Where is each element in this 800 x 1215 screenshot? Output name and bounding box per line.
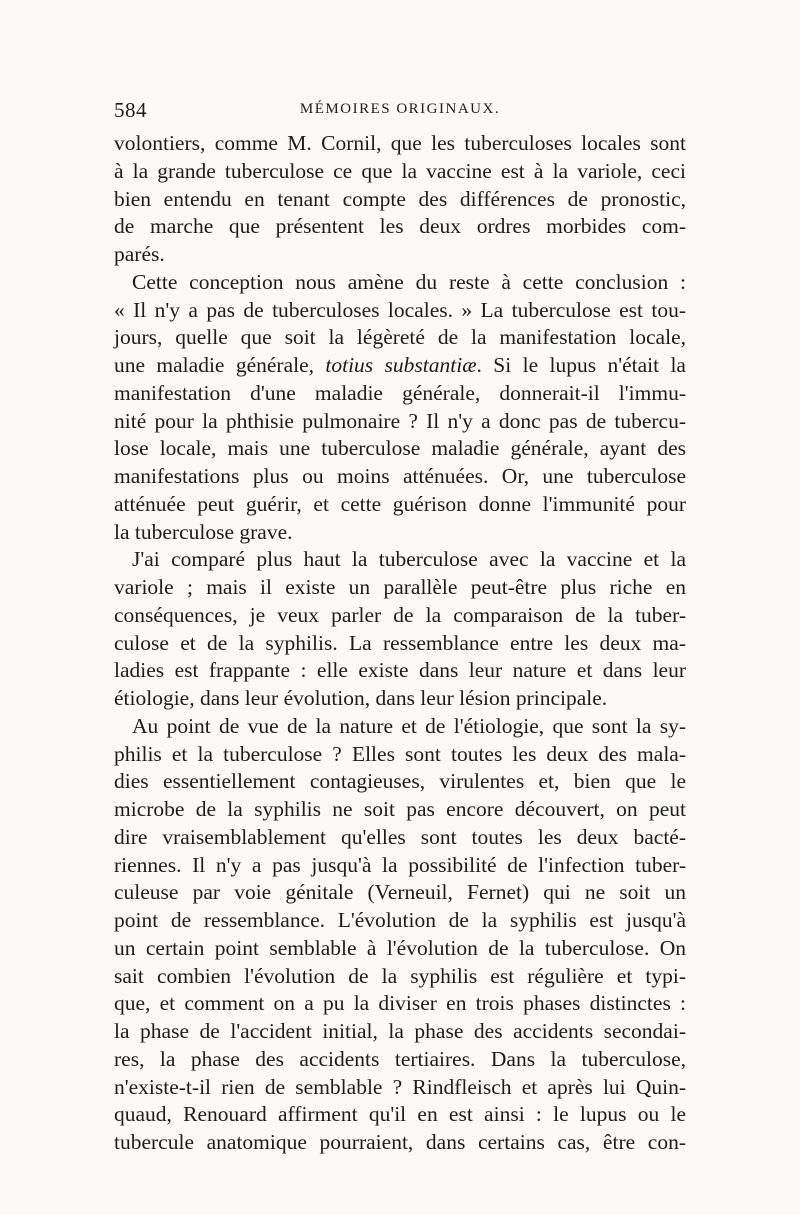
text-segment: une maladie générale, xyxy=(114,353,326,377)
text-line: tubercule anatomique pourraient, dans certains cas, être con- xyxy=(114,1130,686,1154)
text-line: sait combien l'évolution de la syphilis est régulière et typi- xyxy=(114,963,686,988)
text-line: dies essentiellement contagieuses, virulentes et, bien que le xyxy=(114,769,686,794)
page-header xyxy=(114,98,686,126)
text-line: « Il n'y a pas de tuberculoses locales. » La tuberculose est tou- xyxy=(114,297,686,322)
text-line: ladies est frappante : elle existe dans leur nature et dans leur xyxy=(114,658,686,683)
text-line: de marche que présentent les deux ordres morbides com- xyxy=(114,214,686,239)
text-line: lose locale, mais une tuberculose maladie générale, ayant des xyxy=(114,436,686,461)
text-line: riennes. Il n'y a pas jusqu'à la possibilité de l'infection tuber- xyxy=(114,852,686,877)
text-line: volontiers, comme M. Cornil, que les tuberculoses locales sont xyxy=(114,131,686,155)
text-segment: . Si le lupus n'était la xyxy=(476,353,686,377)
text-line: nité pour la phthisie pulmonaire ? Il n'y a donc pas de tubercu- xyxy=(114,408,686,433)
running-head: MÉMOIRES ORIGINAUX. xyxy=(299,101,501,117)
text-line: la tuberculose grave. xyxy=(114,519,293,544)
text-line: culose et de la syphilis. La ressemblance entre les deux ma- xyxy=(114,630,686,655)
text-line: J'ai comparé plus haut la tuberculose avec la vaccine et la xyxy=(132,547,686,572)
text-line xyxy=(114,352,686,380)
text-line: manifestation d'une maladie générale, donnerait-il l'immu- xyxy=(114,380,686,405)
text-line: conséquences, je veux parler de la comparaison de la tuber- xyxy=(114,602,686,627)
text-line: quaud, Renouard affirment qu'il en est ainsi : le lupus ou le xyxy=(114,1102,686,1127)
text-line: Cette conception nous amène du reste à cette conclusion : xyxy=(132,269,686,294)
italic-phrase: totius substantiæ xyxy=(325,353,477,377)
text-line: culeuse par voie génitale (Verneuil, Fernet) qui ne soit un xyxy=(114,880,686,905)
text-line: manifestations plus ou moins atténuées. Or, une tuberculose xyxy=(114,464,686,488)
text-line: variole ; mais il existe un parallèle peut-être plus riche en xyxy=(114,575,686,599)
text-line: jours, quelle que soit la légèreté de la manifestation locale, xyxy=(114,325,686,350)
text-line: la phase de l'accident initial, la phase des accidents secondai- xyxy=(114,1019,686,1043)
text-line: n'existe-t-il rien de semblable ? Rindfleisch et après lui Quin- xyxy=(114,1074,686,1099)
body-text xyxy=(114,130,686,1157)
text-line: microbe de la syphilis ne soit pas encore découvert, on peut xyxy=(114,797,686,821)
text-line: dire vraisemblablement qu'elles sont toutes les deux bacté- xyxy=(114,824,686,849)
text-line: à la grande tuberculose ce que la vaccine est à la variole, ceci xyxy=(114,158,686,183)
text-line: bien entendu en tenant compte des différences de pronostic, xyxy=(114,186,686,211)
text-line: point de ressemblance. L'évolution de la syphilis est jusqu'à xyxy=(114,908,686,932)
page-number: 584 xyxy=(114,98,147,122)
text-line: que, et comment on a pu la diviser en trois phases distinctes : xyxy=(114,991,686,1016)
text-line: res, la phase des accidents tertiaires. Dans la tuberculose, xyxy=(114,1046,686,1071)
text-line: un certain point semblable à l'évolution de la tuberculose. On xyxy=(114,935,686,960)
text-line: étiologie, dans leur évolution, dans leur lésion principale. xyxy=(114,686,608,710)
text-line: philis et la tuberculose ? Elles sont toutes les deux des mala- xyxy=(114,741,686,766)
text-line: atténuée peut guérir, et cette guérison donne l'immunité pour xyxy=(114,491,686,516)
text-line: Au point de vue de la nature et de l'étiologie, que sont la sy- xyxy=(132,713,686,738)
text-line: parés. xyxy=(114,242,165,266)
